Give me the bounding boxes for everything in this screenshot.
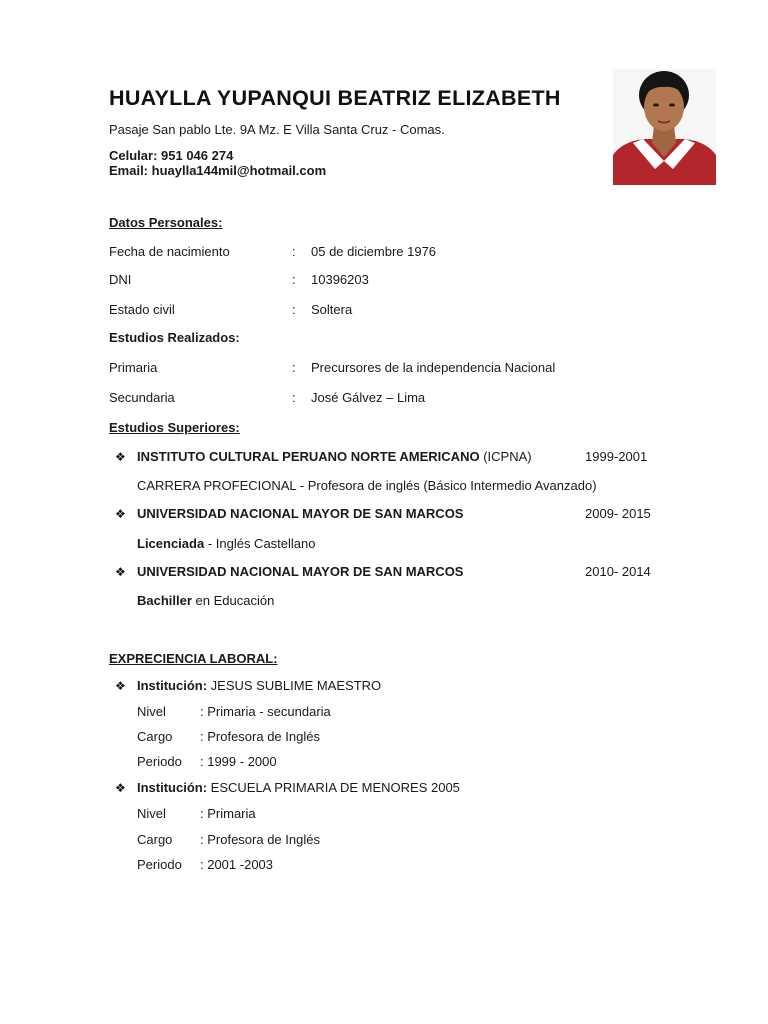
job-role-value: : Profesora de Inglés (200, 729, 320, 744)
job-level-value: : Primaria (200, 806, 256, 821)
higher-item-years: 1999-2001 (585, 449, 648, 464)
diamond-bullet-icon: ❖ (115, 781, 126, 795)
phone: Celular: 951 046 274 (109, 148, 234, 163)
civil-status-value: Soltera (311, 302, 353, 317)
higher-item-institution: UNIVERSIDAD NACIONAL MAYOR DE SAN MARCOS (137, 564, 464, 579)
profile-photo (613, 69, 716, 185)
higher-item-detail: CARRERA PROFECIONAL - Profesora de inglés (Básico Intermedio Avanzado) (137, 478, 597, 493)
studies-heading: Estudios Realizados: (109, 330, 240, 345)
dni-colon: : (292, 272, 296, 287)
degree-subject: en Educación (191, 593, 275, 608)
degree-title: Licenciada (137, 536, 205, 551)
higher-item-years: 2010- 2014 (585, 564, 651, 579)
secondary-value: José Gálvez – Lima (311, 390, 426, 405)
job-period-value: : 2001 -2003 (200, 857, 274, 872)
job-institution (137, 678, 381, 693)
primary-colon: : (292, 360, 296, 375)
dni-value: 10396203 (311, 272, 369, 287)
experience-heading: EXPRECIENCIA LABORAL: (109, 651, 278, 666)
job-period-label: Periodo (137, 857, 182, 872)
civil-status-label: Estado civil (109, 302, 175, 317)
primary-value: Precursores de la independencia Nacional (311, 360, 556, 375)
job-role-label: Cargo (137, 832, 173, 847)
job-institution-name: JESUS SUBLIME MAESTRO (207, 678, 382, 693)
job-institution (137, 780, 460, 795)
job-period-value: : 1999 - 2000 (200, 754, 277, 769)
dni-label: DNI (109, 272, 132, 287)
institution-name: INSTITUTO CULTURAL PERUANO NORTE AMERICANO (137, 449, 480, 464)
degree-title: Bachiller (137, 593, 192, 608)
job-level-label: Nivel (137, 704, 166, 719)
portrait-illustration (613, 69, 716, 185)
diamond-bullet-icon: ❖ (115, 679, 126, 693)
personal-data-heading: Datos Personales: (109, 215, 223, 230)
job-role-value: : Profesora de Inglés (200, 832, 320, 847)
secondary-label: Secundaria (109, 390, 175, 405)
diamond-bullet-icon: ❖ (115, 507, 126, 521)
job-institution-label: Institución: (137, 678, 208, 693)
email: Email: huaylla144mil@hotmail.com (109, 163, 327, 178)
job-level-label: Nivel (137, 806, 166, 821)
candidate-name: HUAYLLA YUPANQUI BEATRIZ ELIZABETH (109, 86, 561, 110)
civil-status-colon: : (292, 302, 296, 317)
birthdate-label: Fecha de nacimiento (109, 244, 230, 259)
higher-studies-heading: Estudios Superiores: (109, 420, 240, 435)
job-institution-name: ESCUELA PRIMARIA DE MENORES 2005 (207, 780, 460, 795)
higher-item-institution (137, 449, 532, 464)
primary-label: Primaria (109, 360, 158, 375)
higher-item-years: 2009- 2015 (585, 506, 651, 521)
job-level-value: : Primaria - secundaria (200, 704, 331, 719)
institution-abbr: (ICPNA) (479, 449, 532, 464)
higher-item-detail (137, 536, 315, 551)
address: Pasaje San pablo Lte. 9A Mz. E Villa Santa Cruz - Comas. (109, 122, 445, 137)
degree-subject: - Inglés Castellano (204, 536, 316, 551)
secondary-colon: : (292, 390, 296, 405)
higher-item-detail (137, 593, 274, 608)
job-institution-label: Institución: (137, 780, 208, 795)
birthdate-value: 05 de diciembre 1976 (311, 244, 437, 259)
higher-item-institution: UNIVERSIDAD NACIONAL MAYOR DE SAN MARCOS (137, 506, 464, 521)
job-period-label: Periodo (137, 754, 182, 769)
birthdate-colon: : (292, 244, 296, 259)
diamond-bullet-icon: ❖ (115, 565, 126, 579)
job-role-label: Cargo (137, 729, 173, 744)
diamond-bullet-icon: ❖ (115, 450, 126, 464)
